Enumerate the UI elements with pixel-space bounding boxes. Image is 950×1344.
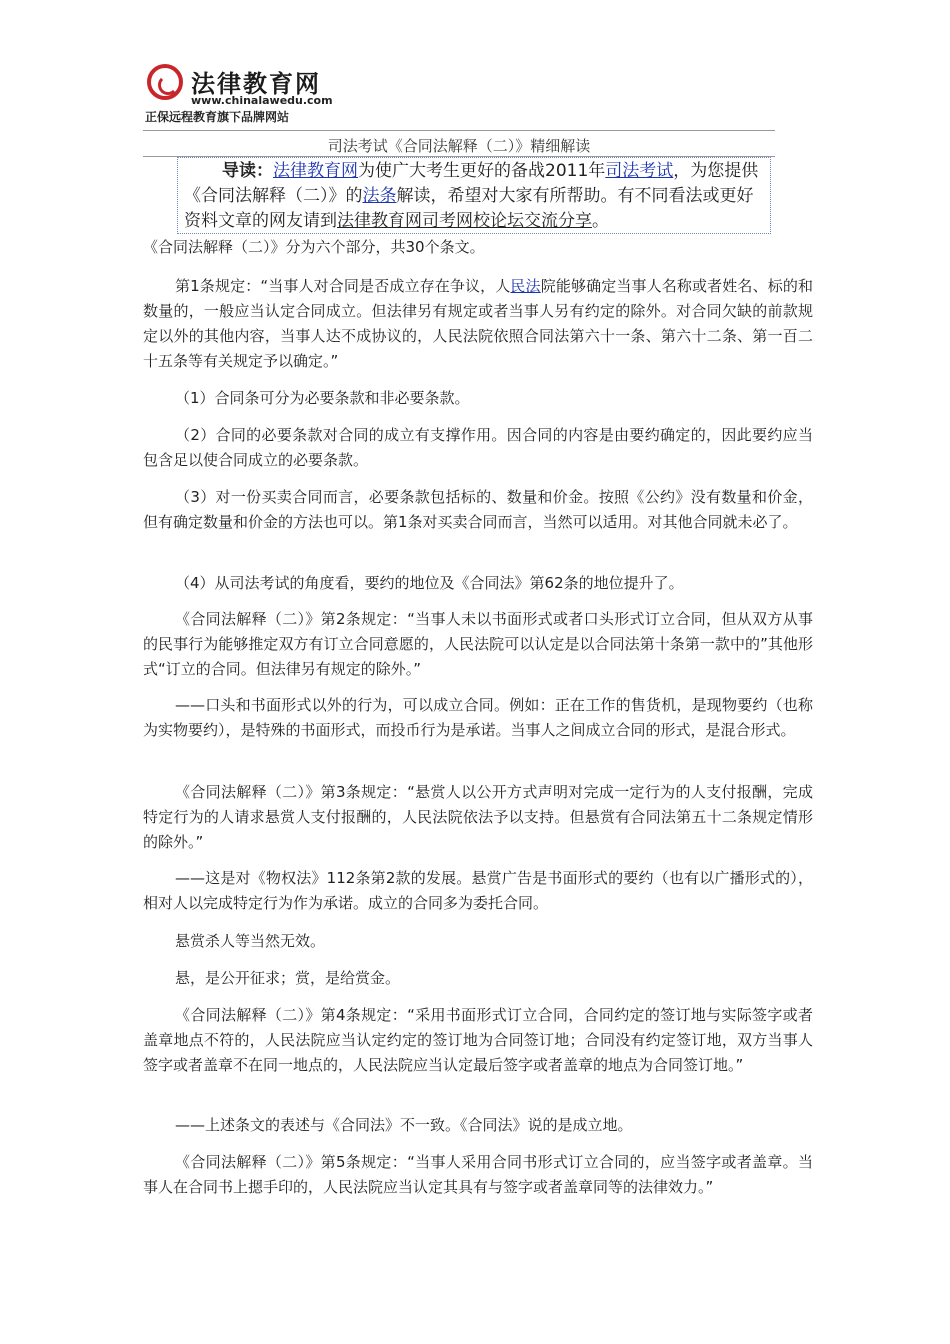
logo-url: www.chinalawedu.com [191, 94, 333, 107]
intro-lead: 导读： [222, 161, 273, 181]
article-3: 《合同法解释（二）》第3条规定：“悬赏人以公开方式声明对完成一定行为的人支付报酬，完成特定行为的人请求悬赏人支付报酬的，人民法院依法予以支持。但悬赏有合同法第五十二条规定情形的除外。” [143, 783, 813, 851]
article-2-note: ——口头和书面形式以外的行为，可以成立合同。例如：正在工作的售货机，是现物要约（也称为实物要约），是特殊的书面形式，而投币行为是承诺。当事人之间成立合同的形式，是混合形式。 [143, 696, 813, 739]
site-logo[interactable] [143, 62, 363, 124]
article-3-note-2: 悬赏杀人等当然无效。 [175, 932, 326, 950]
link-civil-law[interactable]: 民法 [510, 277, 541, 295]
header-divider [143, 130, 775, 131]
article-4-note: ——上述条文的表述与《合同法》不一致。《合同法》说的是成立地。 [175, 1116, 633, 1134]
article-1-note-2: （2）合同的必要条款对合同的成立有支撑作用。因合同的内容是由要约确定的，因此要约应当包含足以使合同成立的必要条款。 [143, 426, 813, 469]
link-judicial-exam[interactable]: 司法考试 [605, 161, 674, 181]
logo-name: 法律教育网 [191, 70, 321, 98]
intro-box: 导读：法律教育网为使广大考生更好的备战2011年司法考试，为您提供《合同法解释（二）》的法条解读，希望对大家有所帮助。有不同看法或更好资料文章的网友请到法律教育网司考网校论坛交流分享。 [177, 157, 771, 234]
article-2: 《合同法解释（二）》第2条规定：“当事人未以书面形式或者口头形式订立合同，但从双方从事的民事行为能够推定双方有订立合同意愿的，人民法院可以认定是以合同法第十条第一款中的”其他形式“订立的合同。但法律另有规定的除外。” [143, 610, 813, 678]
article-3-note-3: 悬，是公开征求；赏，是给赏金。 [175, 969, 401, 987]
article-5: 《合同法解释（二）》第5条规定：“当事人采用合同书形式订立合同的，应当签字或者盖章。当事人在合同书上摁手印的，人民法院应当认定其具有与签字或者盖章同等的法律效力。” [143, 1153, 813, 1196]
logo-emblem-icon [147, 64, 183, 100]
article-1-note-3: （3）对一份买卖合同而言，必要条款包括标的、数量和价金。按照《公约》没有数量和价金，但有确定数量和价金的方法也可以。第1条对买卖合同而言，当然可以适用。对其他合同就未必了。 [143, 488, 813, 531]
summary: 《合同法解释（二）》分为六个部分，共30个条文。 [143, 238, 485, 256]
article-1: 第1条规定：“当事人对合同是否成立存在争议，人民法院能够确定当事人名称或者姓名、标的和数量的，一般应当认定合同成立。但法律另有规定或者当事人另有约定的除外。对合同欠缺的前款规定以外的其他内容，当事人达不成协议的，人民法院依照合同法第六十一条、第六十二条、第一百二十五条等有关规定予以确定。” [143, 277, 813, 370]
link-site[interactable]: 法律教育网 [273, 161, 358, 181]
link-law[interactable]: 法条 [362, 186, 397, 206]
article-1-note-1: （1）合同条可分为必要条款和非必要条款。 [175, 389, 470, 407]
article-1-note-4: （4）从司法考试的角度看，要约的地位及《合同法》第62条的地位提升了。 [175, 574, 684, 592]
logo-tagline: 正保远程教育旗下品牌网站 [145, 110, 290, 124]
link-forum[interactable]: 法律教育网司考网校论坛交流分享 [337, 211, 592, 231]
article-3-note: ——这是对《物权法》112条第2款的发展。悬赏广告是书面形式的要约（也有以广播形式的），相对人以完成特定行为作为承诺。成立的合同多为委托合同。 [143, 869, 813, 912]
document-title: 司法考试《合同法解释（二）》精细解读 [327, 137, 591, 155]
article-4: 《合同法解释（二）》第4条规定：“采用书面形式订立合同，合同约定的签订地与实际签字或者盖章地点不符的，人民法院应当认定约定的签订地为合同签订地；合同没有约定签订地，双方当事人签字或者盖章不在同一地点的，人民法院应当认定最后签字或者盖章的地点为合同签订地。” [143, 1006, 813, 1074]
